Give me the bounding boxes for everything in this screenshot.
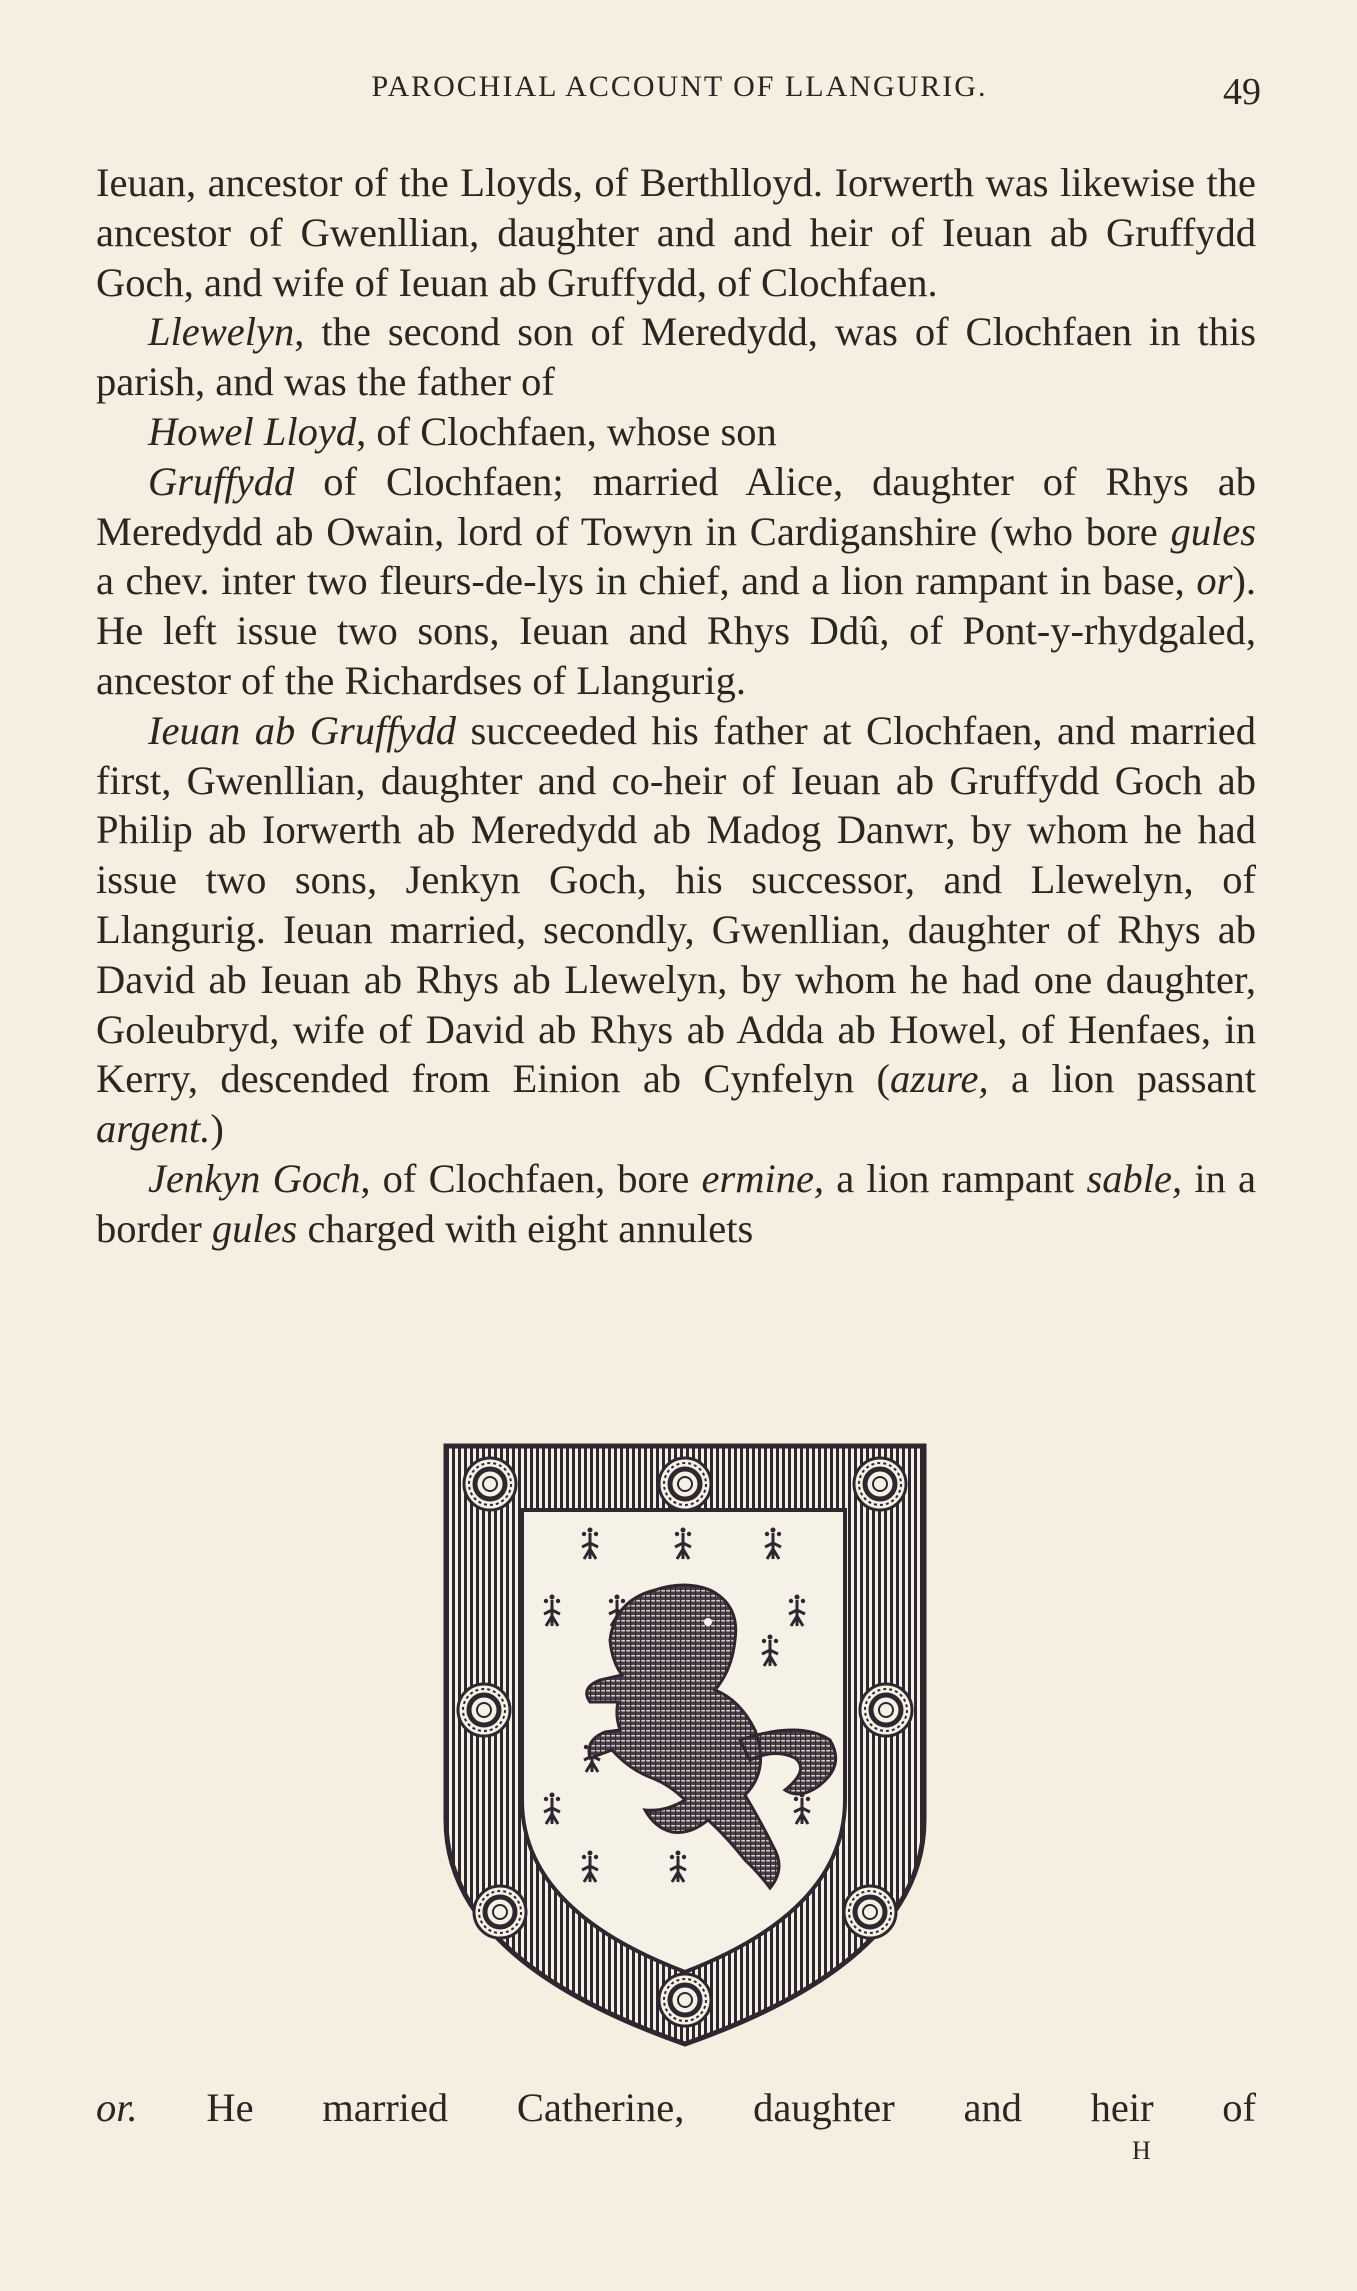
text-run: , of Clochfaen, whose son <box>356 408 777 454</box>
italic-text: Jenkyn Goch <box>148 1155 361 1201</box>
body-text <box>96 158 1256 1254</box>
paragraph-p4 <box>96 457 1256 706</box>
text-run: a lion passant <box>988 1056 1256 1102</box>
text-run: Ieuan, ancestor of the Lloyds, of Berthlloyd. Iorwerth was likewise the ancestor of Gwenllian, daughter and and heir of Ieuan ab Gruffydd Goch, and wife of Ieuan ab Gruffydd, of Clochfaen. <box>96 160 1256 305</box>
italic-text: Ieuan ab Gruffydd <box>148 707 457 753</box>
running-title: PAROCHIAL ACCOUNT OF LLANGURIG. <box>371 70 988 103</box>
text-run: , the second son of Meredydd, was of Clochfaen in this parish, and was the father of <box>96 309 1256 405</box>
continuation-line <box>96 2084 1256 2131</box>
text-run: of Clochfaen; married Alice, daughter of Rhys ab Meredydd ab Owain, lord of Towyn in Cardiganshire (who bore <box>96 458 1256 554</box>
italic-text: gules <box>1170 508 1256 554</box>
paragraph-p6 <box>96 1154 1256 1254</box>
signature-mark: H <box>1132 2136 1152 2165</box>
paragraph-p5 <box>96 706 1256 1154</box>
continuation-word: heir <box>1090 2085 1154 2130</box>
paragraph-p1 <box>96 158 1256 307</box>
text-run: charged with eight annulets <box>297 1205 754 1251</box>
text-run: a chev. inter two fleurs-de-lys in chief, and a lion rampant in base, <box>96 558 1197 604</box>
italic-text: argent. <box>96 1106 211 1152</box>
continuation-word: of <box>1222 2085 1256 2130</box>
coat-of-arms-icon <box>440 1440 930 2050</box>
paragraph-p3 <box>96 407 1256 457</box>
italic-text: azure, <box>890 1056 989 1102</box>
italic-text: gules <box>211 1205 298 1251</box>
italic-text: Howel Lloyd <box>148 408 357 454</box>
text-run: , of Clochfaen, bore <box>360 1155 702 1201</box>
text-run: succeeded his father at Clochfaen, and married first, Gwenllian, daughter and co-heir of Ieuan ab Gruffydd Goch ab Philip ab Iorwerth ab Meredydd ab Madog Danwr, by whom he had issue two sons, Jenkyn Goch, his successor, and Llewelyn, of Llangurig. Ieuan married, secondly, Gwenllian, daughter of Rhys ab David ab Ieuan ab Rhys ab Llewelyn, by whom he had one daughter, Goleubryd, wife of David ab Rhys ab Adda ab Howel, of Henfaes, in Kerry, descended from Einion ab Cynfelyn ( <box>96 707 1256 1102</box>
text-run: ) <box>210 1106 224 1152</box>
continuation-word: and <box>963 2085 1022 2130</box>
italic-text: or <box>1196 558 1233 604</box>
italic-text: Gruffydd <box>148 458 295 504</box>
running-head <box>98 70 1261 120</box>
continuation-word: or. <box>96 2085 138 2130</box>
text-run: a lion rampant <box>824 1155 1087 1201</box>
text-run: in a border <box>96 1155 1256 1251</box>
continuation-word: married <box>322 2085 449 2130</box>
page-number: 49 <box>1223 71 1261 113</box>
continuation-word: daughter <box>753 2085 895 2130</box>
continuation-word: He <box>206 2085 254 2130</box>
italic-text: ermine, <box>701 1155 825 1201</box>
paragraph-p2 <box>96 307 1256 407</box>
italic-text: sable, <box>1086 1155 1183 1201</box>
continuation-word: Catherine, <box>516 2085 685 2130</box>
italic-text: Llewelyn <box>148 309 295 355</box>
text-run: ). He left issue two sons, Ieuan and Rhys Ddû, of Pont-y-rhydgaled, ancestor of the Richardses of Llangurig. <box>96 558 1256 703</box>
